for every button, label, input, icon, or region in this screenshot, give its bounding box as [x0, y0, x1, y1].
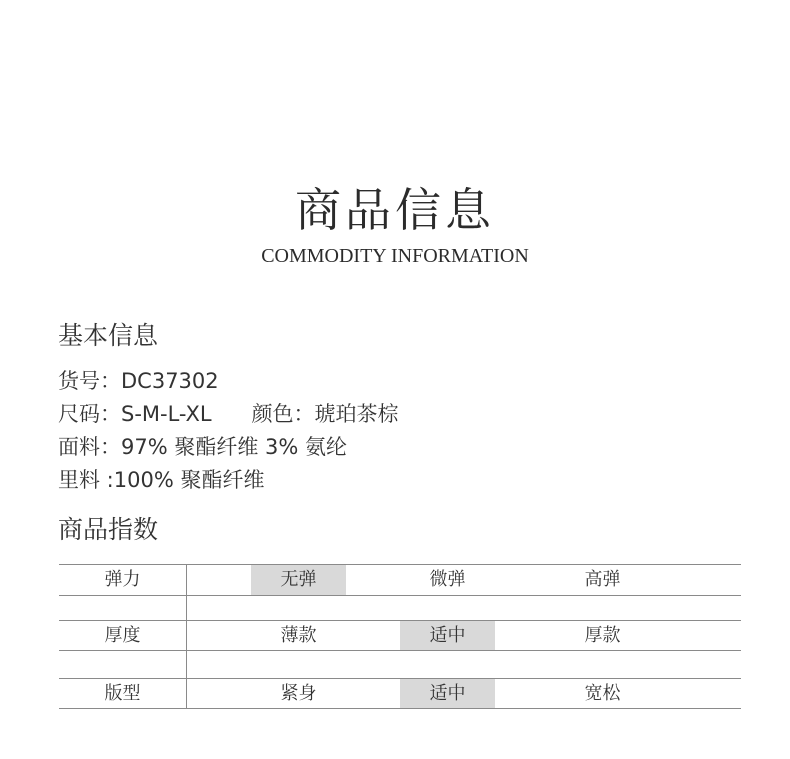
index-label-elasticity: 弹力 [104, 569, 141, 590]
size-text: 尺码：S-M-L-XL [58, 402, 212, 426]
fabric-line: 面料：97% 聚酯纤维 3% 氨纶 [58, 435, 348, 459]
table-line [59, 708, 741, 709]
table-divider [186, 564, 187, 709]
index-option-thickness-3: 厚款 [584, 625, 621, 646]
index-option-thickness-1: 薄款 [280, 625, 317, 646]
table-line [59, 650, 741, 651]
color-text: 颜色：琥珀茶棕 [251, 402, 399, 426]
index-option-elasticity-1: 无弹 [251, 565, 346, 595]
indices-heading: 商品指数 [58, 515, 159, 544]
lining-line: 里料 :100% 聚酯纤维 [58, 468, 265, 492]
index-option-elasticity-3: 高弹 [584, 569, 621, 590]
index-option-fit-1: 紧身 [280, 683, 317, 704]
title-cn: 商品信息 [295, 183, 495, 237]
index-option-fit-2: 适中 [400, 679, 495, 708]
index-label-thickness: 厚度 [104, 625, 141, 646]
table-line [59, 595, 741, 596]
index-option-fit-3: 宽松 [584, 683, 621, 704]
title-en: COMMODITY INFORMATION [261, 245, 529, 267]
basic-info-heading: 基本信息 [58, 321, 159, 350]
index-option-elasticity-2: 微弹 [429, 569, 466, 590]
indices-table [59, 564, 741, 709]
item-number-line: 货号：DC37302 [58, 369, 219, 393]
index-option-thickness-2: 适中 [400, 621, 495, 650]
size-color-line [58, 400, 399, 428]
index-label-fit: 版型 [104, 683, 141, 704]
